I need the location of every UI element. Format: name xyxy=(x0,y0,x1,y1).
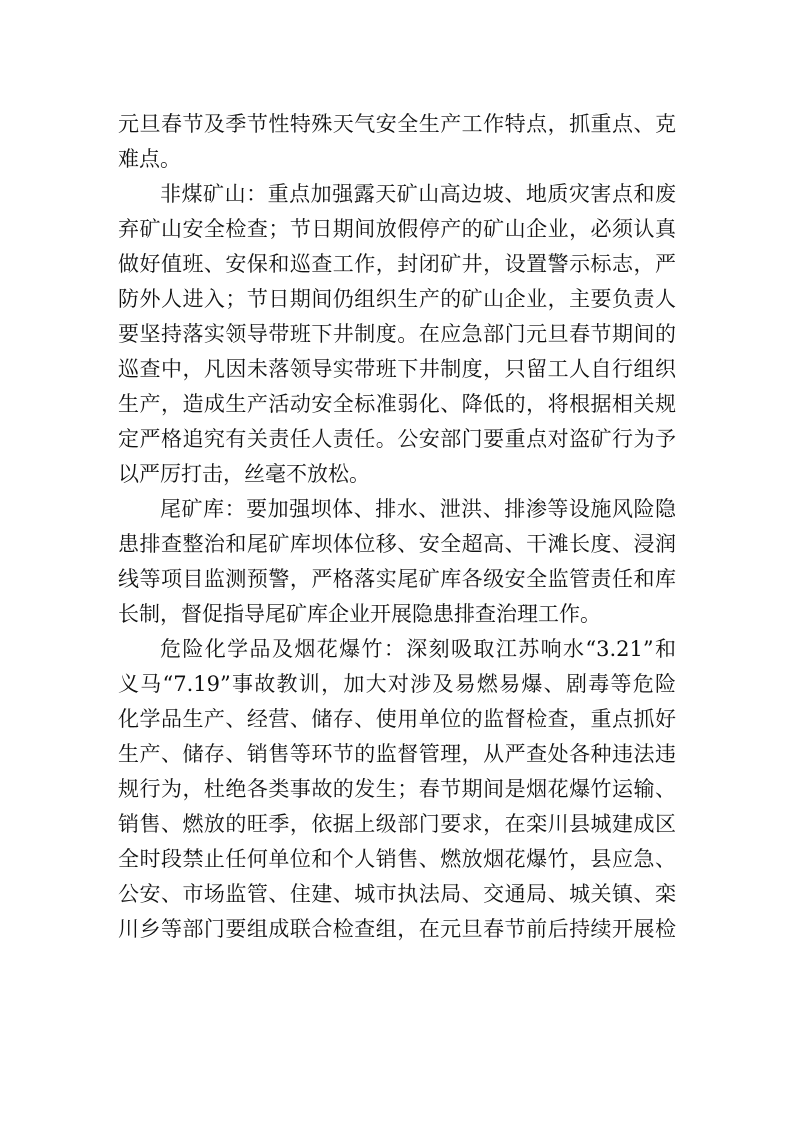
text-line: 非煤矿山：重点加强露天矿山高边坡、地质灾害点和废 xyxy=(160,182,676,206)
text-line: 规行为，杜绝各类事故的发生；春节期间是烟花爆竹运输、 xyxy=(118,777,676,801)
text-line: 难点。 xyxy=(118,147,181,171)
text-line: 尾矿库：要加强坝体、排水、泄洪、排渗等设施风险隐 xyxy=(160,497,676,521)
paragraph-tailings-pond xyxy=(118,492,676,632)
text-line: 做好值班、安保和巡查工作，封闭矿井，设置警示标志，严 xyxy=(118,252,676,276)
text-line: 生产、储存、销售等环节的监督管理，从严查处各种违法违 xyxy=(118,742,676,766)
text-line: 长制，督促指导尾矿库企业开展隐患排查治理工作。 xyxy=(118,602,601,626)
paragraph-non-coal-mines xyxy=(118,177,676,492)
text-line: 元旦春节及季节性特殊天气安全生产工作特点，抓重点、克 xyxy=(118,112,676,136)
text-line: 巡查中，凡因未落领导实带班下井制度，只留工人自行组织 xyxy=(118,357,676,381)
text-line: 患排查整治和尾矿库坝体位移、安全超高、干滩长度、浸润 xyxy=(118,532,676,556)
text-line: 弃矿山安全检查；节日期间放假停产的矿山企业，必须认真 xyxy=(118,217,676,241)
text-line: 危险化学品及烟花爆竹：深刻吸取江苏响水“3.21”和 xyxy=(160,637,676,661)
text-line: 川乡等部门要组成联合检查组，在元旦春节前后持续开展检 xyxy=(118,917,676,941)
text-line: 化学品生产、经营、储存、使用单位的监督检查，重点抓好 xyxy=(118,707,676,731)
paragraph-continuation xyxy=(118,107,676,177)
text-line: 防外人进入；节日期间仍组织生产的矿山企业，主要负责人 xyxy=(118,287,676,311)
text-line: 以严厉打击，丝毫不放松。 xyxy=(118,462,370,486)
text-line: 定严格追究有关责任人责任。公安部门要重点对盗矿行为予 xyxy=(118,427,676,451)
text-line: 全时段禁止任何单位和个人销售、燃放烟花爆竹，县应急、 xyxy=(118,847,676,871)
text-line: 要坚持落实领导带班下井制度。在应急部门元旦春节期间的 xyxy=(118,322,676,346)
text-line: 义马“7.19”事故教训，加大对涉及易燃易爆、剧毒等危险 xyxy=(118,672,676,696)
text-line: 公安、市场监管、住建、城市执法局、交通局、城关镇、栾 xyxy=(118,882,676,906)
paragraph-hazardous-chemicals-fireworks xyxy=(118,632,676,947)
document-body xyxy=(118,107,676,947)
text-line: 线等项目监测预警，严格落实尾矿库各级安全监管责任和库 xyxy=(118,567,676,591)
text-line: 生产，造成生产活动安全标准弱化、降低的，将根据相关规 xyxy=(118,392,676,416)
text-line: 销售、燃放的旺季，依据上级部门要求，在栾川县城建成区 xyxy=(118,812,676,836)
